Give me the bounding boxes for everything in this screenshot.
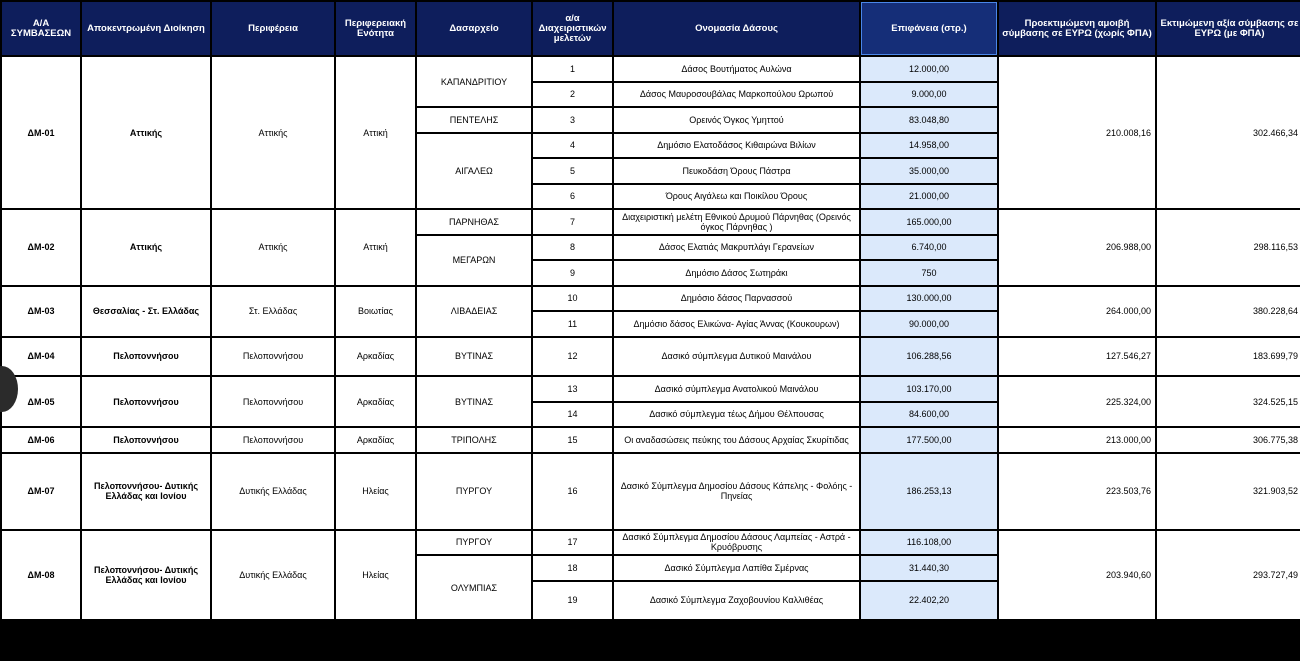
contract-id: ΔΜ-08 — [2, 531, 80, 620]
forest-area[interactable]: 90.000,00 — [861, 312, 997, 336]
forest-name: Δημόσιο δάσος Παρνασσού — [614, 287, 859, 311]
header-aa: Α/Α ΣΥΜΒΑΣΕΩΝ — [2, 2, 80, 55]
header-region: Περιφέρεια — [212, 2, 334, 55]
contract-id: ΔΜ-07 — [2, 454, 80, 529]
forest-area[interactable]: 12.000,00 — [861, 57, 997, 81]
contract-fee: 213.000,00 — [999, 428, 1155, 452]
contract-admin: Πελοποννήσου- Δυτικής Ελλάδας και Ιονίου — [82, 531, 210, 620]
forest-area[interactable]: 750 — [861, 261, 997, 285]
forest-office: ΠΕΝΤΕΛΗΣ — [417, 108, 531, 132]
header-unit: Περιφερειακή Ενότητα — [336, 2, 415, 55]
study-num: 6 — [533, 185, 612, 209]
study-num: 8 — [533, 236, 612, 260]
table-row — [2, 210, 1300, 234]
study-num: 18 — [533, 556, 612, 580]
study-num: 4 — [533, 134, 612, 158]
forest-area[interactable]: 116.108,00 — [861, 531, 997, 555]
forest-area[interactable]: 106.288,56 — [861, 338, 997, 376]
header-num: α/α Διαχειριστικών μελετών — [533, 2, 612, 55]
contract-admin: Πελοποννήσου — [82, 338, 210, 376]
contract-fee: 206.988,00 — [999, 210, 1155, 285]
contract-region: Αττικής — [212, 57, 334, 208]
forest-name: Δημόσιο Ελατοδάσος Κιθαιρώνα Βιλίων — [614, 134, 859, 158]
contract-admin: Αττικής — [82, 57, 210, 208]
contract-unit: Αττική — [336, 57, 415, 208]
forest-area[interactable]: 84.600,00 — [861, 403, 997, 427]
forest-office: ΠΥΡΓΟΥ — [417, 531, 531, 555]
study-num: 10 — [533, 287, 612, 311]
forest-office: ΤΡΙΠΟΛΗΣ — [417, 428, 531, 452]
forest-area[interactable]: 21.000,00 — [861, 185, 997, 209]
contract-region: Δυτικής Ελλάδας — [212, 454, 334, 529]
forest-area[interactable]: 83.048,80 — [861, 108, 997, 132]
header-fee: Προεκτιμώμενη αμοιβή σύμβασης σε ΕΥΡΩ (χωρίς ΦΠΑ) — [999, 2, 1155, 55]
table-row — [2, 531, 1300, 555]
contract-fee: 203.940,60 — [999, 531, 1155, 620]
contract-fee: 264.000,00 — [999, 287, 1155, 336]
contract-region: Αττικής — [212, 210, 334, 285]
study-num: 7 — [533, 210, 612, 234]
contract-admin: Πελοποννήσου — [82, 428, 210, 452]
contract-admin: Θεσσαλίας - Στ. Ελλάδας — [82, 287, 210, 336]
forest-office: ΠΑΡΝΗΘΑΣ — [417, 210, 531, 234]
header-admin: Αποκεντρωμένη Διοίκηση — [82, 2, 210, 55]
contract-id: ΔΜ-02 — [2, 210, 80, 285]
contract-region: Πελοποννήσου — [212, 377, 334, 426]
table-row — [2, 428, 1300, 452]
contract-fee: 223.503,76 — [999, 454, 1155, 529]
contract-fee: 127.546,27 — [999, 338, 1155, 376]
forest-office: ΒΥΤΙΝΑΣ — [417, 377, 531, 426]
contract-unit: Βοιωτίας — [336, 287, 415, 336]
study-num: 1 — [533, 57, 612, 81]
contract-region: Πελοποννήσου — [212, 428, 334, 452]
contract-id: ΔΜ-03 — [2, 287, 80, 336]
contract-id: ΔΜ-01 — [2, 57, 80, 208]
contract-value: 293.727,49 — [1157, 531, 1300, 620]
study-num: 3 — [533, 108, 612, 132]
header-value: Εκτιμώμενη αξία σύμβασης σε ΕΥΡΩ (με ΦΠΑ) — [1157, 2, 1300, 55]
table-row — [2, 57, 1300, 81]
header-area[interactable]: Επιφάνεια (στρ.) — [861, 2, 997, 55]
forest-name: Δασικό σύμπλεγμα Δυτικού Μαινάλου — [614, 338, 859, 376]
study-num: 19 — [533, 582, 612, 620]
forest-name: Δάσος Ελατιάς Μακρυπλάγι Γερανείων — [614, 236, 859, 260]
forest-area[interactable]: 31.440,30 — [861, 556, 997, 580]
contract-value: 324.525,15 — [1157, 377, 1300, 426]
forest-office: ΒΥΤΙΝΑΣ — [417, 338, 531, 376]
forest-name: Δημόσιο δάσος Ελικώνα- Αγίας Άννας (Κουκουρων) — [614, 312, 859, 336]
contract-region: Δυτικής Ελλάδας — [212, 531, 334, 620]
forest-name: Οι αναδασώσεις πεύκης του Δάσους Αρχαίας Σκυρίτιδας — [614, 428, 859, 452]
forest-area[interactable]: 177.500,00 — [861, 428, 997, 452]
contract-region: Πελοποννήσου — [212, 338, 334, 376]
header-name: Ονομασία Δάσους — [614, 2, 859, 55]
header-row — [2, 2, 1300, 55]
forest-name: Δασικό Σύμπλεγμα Δημοσίου Δάσους Κάπελης - Φολόης - Πηνείας — [614, 454, 859, 529]
contract-value: 298.116,53 — [1157, 210, 1300, 285]
table-row — [2, 454, 1300, 529]
study-num: 14 — [533, 403, 612, 427]
study-num: 17 — [533, 531, 612, 555]
contract-value: 183.699,79 — [1157, 338, 1300, 376]
contract-unit: Αρκαδίας — [336, 428, 415, 452]
forest-name: Δασικό Σύμπλεγμα Λαπίθα Σμέρνας — [614, 556, 859, 580]
forest-name: Όρους Αιγάλεω και Ποικίλου Όρους — [614, 185, 859, 209]
forest-name: Δασικό Σύμπλεγμα Δημοσίου Δάσους Λαμπείας - Αστρά - Κρυόβρυσης — [614, 531, 859, 555]
contract-id: ΔΜ-06 — [2, 428, 80, 452]
contract-unit: Ηλείας — [336, 531, 415, 620]
forest-area[interactable]: 130.000,00 — [861, 287, 997, 311]
contract-value: 380.228,64 — [1157, 287, 1300, 336]
study-num: 2 — [533, 83, 612, 107]
forest-area[interactable]: 22.402,20 — [861, 582, 997, 620]
contract-value: 302.466,34 — [1157, 57, 1300, 208]
contract-fee: 225.324,00 — [999, 377, 1155, 426]
study-num: 15 — [533, 428, 612, 452]
contract-region: Στ. Ελλάδας — [212, 287, 334, 336]
forest-name: Δασικό σύμπλεγμα Ανατολικού Μαινάλου — [614, 377, 859, 401]
study-num: 5 — [533, 159, 612, 183]
forest-name: Δημόσιο Δάσος Σωτηράκι — [614, 261, 859, 285]
forest-name: Δασικό Σύμπλεγμα Ζαχοβουνίου Καλλιθέας — [614, 582, 859, 620]
contract-unit: Ηλείας — [336, 454, 415, 529]
forest-area[interactable]: 186.253,13 — [861, 454, 997, 529]
table-row — [2, 338, 1300, 376]
study-num: 16 — [533, 454, 612, 529]
forest-office: ΟΛΥΜΠΙΑΣ — [417, 556, 531, 619]
table-row — [2, 287, 1300, 311]
forest-name: Διαχειριστική μελέτη Εθνικού Δρυμού Πάρνηθας (Ορεινός όγκος Πάρνηθας ) — [614, 210, 859, 234]
forest-office: ΑΙΓΑΛΕΩ — [417, 134, 531, 209]
forest-name: Δάσος Βουτήματος Αυλώνα — [614, 57, 859, 81]
contract-fee: 210.008,16 — [999, 57, 1155, 208]
forest-name: Ορεινός Όγκος Υμηττού — [614, 108, 859, 132]
contract-id: ΔΜ-05 — [2, 377, 80, 426]
forest-office: ΛΙΒΑΔΕΙΑΣ — [417, 287, 531, 336]
forest-name: Δάσος Μαυροσουβάλας Μαρκοπούλου Ωρωπού — [614, 83, 859, 107]
forest-area[interactable]: 35.000,00 — [861, 159, 997, 183]
contract-unit: Αρκαδίας — [336, 377, 415, 426]
study-num: 9 — [533, 261, 612, 285]
study-num: 12 — [533, 338, 612, 376]
forest-area[interactable]: 165.000,00 — [861, 210, 997, 234]
forest-office: ΜΕΓΑΡΩΝ — [417, 236, 531, 285]
forest-name: Δασικό σύμπλεγμα τέως Δήμου Θέλπουσας — [614, 403, 859, 427]
contract-admin: Αττικής — [82, 210, 210, 285]
contract-value: 306.775,38 — [1157, 428, 1300, 452]
contract-unit: Αττική — [336, 210, 415, 285]
forest-office: ΠΥΡΓΟΥ — [417, 454, 531, 529]
forest-name: Πευκοδάση Όρους Πάστρα — [614, 159, 859, 183]
contract-admin: Πελοποννήσου — [82, 377, 210, 426]
forest-office: ΚΑΠΑΝΔΡΙΤΙΟΥ — [417, 57, 531, 106]
contract-id: ΔΜ-04 — [2, 338, 80, 376]
forest-area[interactable]: 9.000,00 — [861, 83, 997, 107]
forest-area[interactable]: 103.170,00 — [861, 377, 997, 401]
contract-value: 321.903,52 — [1157, 454, 1300, 529]
forest-area[interactable]: 6.740,00 — [861, 236, 997, 260]
header-office: Δασαρχείο — [417, 2, 531, 55]
contract-admin: Πελοποννήσου- Δυτικής Ελλάδας και Ιονίου — [82, 454, 210, 529]
study-num: 13 — [533, 377, 612, 401]
study-num: 11 — [533, 312, 612, 336]
contract-unit: Αρκαδίας — [336, 338, 415, 376]
table-row — [2, 377, 1300, 401]
forest-area[interactable]: 14.958,00 — [861, 134, 997, 158]
